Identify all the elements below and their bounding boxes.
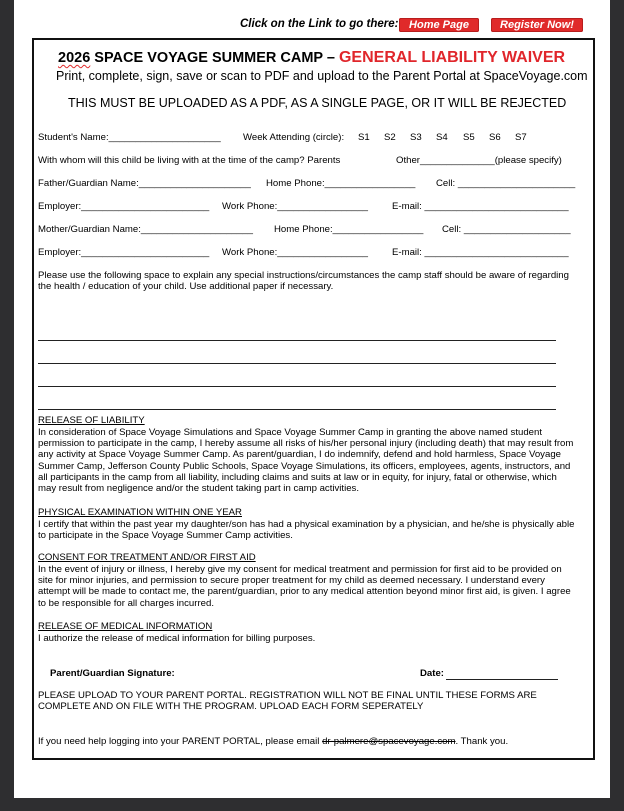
week-option-s2[interactable]: S2 [384,132,396,143]
medical-info-heading: RELEASE OF MEDICAL INFORMATION [38,621,213,632]
help-prefix: If you need help logging into your PARENT PORTAL, please email [38,736,323,747]
mother-work-phone-field[interactable]: Work Phone:_________________ [222,247,368,258]
student-name-field[interactable]: Student's Name:_____________________ [38,132,221,143]
week-option-s5[interactable]: S5 [463,132,475,143]
week-attending-label: Week Attending (circle): [243,132,345,143]
father-work-phone-field[interactable]: Work Phone:_________________ [222,201,368,212]
special-instructions-text: Please use the following space to explain any special instructions/circumstances the camp staff should be aware of regarding the health / education of your child. Use additional paper if necessary. [38,270,569,293]
waiver-form [32,38,595,760]
writing-line[interactable] [38,340,556,341]
help-suffix: . Thank you. [455,736,509,747]
physical-exam-heading: PHYSICAL EXAMINATION WITHIN ONE YEAR [38,507,242,518]
date-line[interactable] [446,679,558,680]
release-liability-text: In consideration of Space Voyage Simulations and Space Voyage Summer Camp in granting the above named student permission to participate in the camp, I hereby assume all risks of his/her personal injury (including death) that may result from any activity at Space Voyage Summer Camp. As parent/guardian, I do indemnify, defend and hold harmless, Space Voyage Summer Camp, Jefferson County Public Schools, Space Voyage Simulations, its officers, employees, agents, instructors, and all participants in the camp from all liability, including claims and suits at law or in equity, for injury, fatal or otherwise, which may result from negligence and/or the student taking part in camp activities. [38,427,574,495]
consent-treatment-heading: CONSENT FOR TREATMENT AND/OR FIRST AID [38,552,256,563]
link-bar [14,16,610,34]
signature-label: Parent/Guardian Signature: [50,668,175,679]
title-main: SPACE VOYAGE SUMMER CAMP – [90,50,339,66]
document-page [14,0,610,798]
father-home-phone-field[interactable]: Home Phone:_________________ [266,178,416,189]
title-year: 2026 [58,50,91,66]
upload-notice-text: PLEASE UPLOAD TO YOUR PARENT PORTAL. REGISTRATION WILL NOT BE FINAL UNTIL THESE FORMS ARE COMPLETE AND ON FILE WITH THE PROGRAM. UPLOAD EACH FORM SEPERATELY [38,690,537,713]
upload-requirement: THIS MUST BE UPLOADED AS A PDF, AS A SINGLE PAGE, OR IT WILL BE REJECTED [68,96,567,110]
week-option-s1[interactable]: S1 [358,132,370,143]
father-email-field[interactable]: E-mail: ___________________________ [392,201,569,212]
date-label: Date: [420,668,444,679]
writing-line[interactable] [38,386,556,387]
week-option-s7[interactable]: S7 [515,132,527,143]
title-waiver: GENERAL LIABILITY WAIVER [338,49,566,66]
mother-email-field[interactable]: E-mail: ___________________________ [392,247,569,258]
writing-line[interactable] [38,363,556,364]
mother-employer-field[interactable]: Employer:________________________ [38,247,210,258]
help-text [38,736,508,747]
mother-home-phone-field[interactable]: Home Phone:_________________ [274,224,424,235]
father-employer-field[interactable]: Employer:________________________ [38,201,210,212]
consent-treatment-text: In the event of injury or illness, I hereby give my consent for medical treatment and permission for first aid to be provided on site for minor injuries, and permission to secure proper treatment for my child as deemed necessary. I understand every attempt will be made to contact me, the parent/guardian, prior to any medical attention beyond minor first aid, is given. I agree to be responsible for all charges incurred. [38,564,571,609]
physical-exam-text: I certify that within the past year my daughter/son has had a physical examination by a physician, and he/she is physically able to participate in the Space Voyage Summer Camp activities. [38,519,575,542]
other-specify-field[interactable]: Other______________(please specify) [396,155,562,166]
medical-info-text: I authorize the release of medical information for billing purposes. [38,633,316,644]
register-now-button[interactable]: Register Now! [491,18,583,32]
help-email-link[interactable]: dr-palmere@spacevoyage.com [322,736,456,747]
click-instruction: Click on the Link to go there: [240,18,399,30]
home-page-button[interactable]: Home Page [399,18,479,32]
mother-name-field[interactable]: Mother/Guardian Name:_____________________ [38,224,253,235]
week-option-s4[interactable]: S4 [436,132,448,143]
father-cell-field[interactable]: Cell: ______________________ [436,178,576,189]
form-title [58,49,565,67]
living-with-question[interactable]: With whom will this child be living with at the time of the camp? Parents [38,155,341,166]
signature-line[interactable] [184,679,404,680]
father-name-field[interactable]: Father/Guardian Name:_____________________ [38,178,251,189]
form-subtitle: Print, complete, sign, save or scan to PDF and upload to the Parent Portal at SpaceVoyage.com [56,69,588,83]
week-option-s3[interactable]: S3 [410,132,422,143]
release-liability-heading: RELEASE OF LIABILITY [38,415,145,426]
mother-cell-field[interactable]: Cell: ____________________ [442,224,571,235]
writing-line[interactable] [38,409,556,410]
week-option-s6[interactable]: S6 [489,132,501,143]
